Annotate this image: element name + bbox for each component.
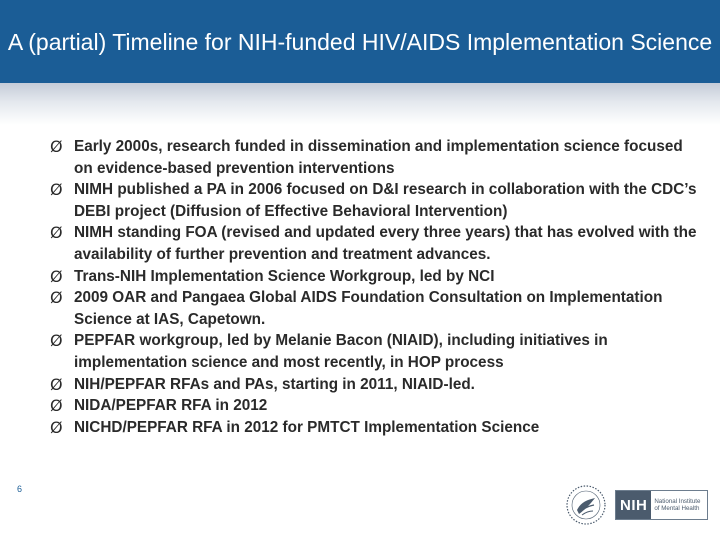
- page-number: 6: [17, 484, 23, 494]
- bullet-text: Early 2000s, research funded in dissemination and implementation science focused on evidence-based prevention interventions: [74, 138, 683, 177]
- bullet-text: NIDA/PEPFAR RFA in 2012: [74, 397, 268, 415]
- bullet-item: [0, 179, 720, 222]
- bullet-text: 2009 OAR and Pangaea Global AIDS Foundation Consultation on Implementation Science at IAS, Capetown.: [74, 289, 663, 328]
- arrow-bullet-icon: Ø: [50, 266, 63, 286]
- bullet-text: NICHD/PEPFAR RFA in 2012 for PMTCT Implementation Science: [74, 418, 540, 436]
- nimh-logo: [615, 490, 708, 520]
- nih-abbrev: NIH: [616, 491, 651, 519]
- title-bar: [0, 0, 720, 83]
- bullet-item: [0, 330, 720, 373]
- bullet-text: NIH/PEPFAR RFAs and PAs, starting in 2011, NIAID-led.: [74, 375, 475, 393]
- arrow-bullet-icon: Ø: [50, 180, 63, 200]
- bullet-text: PEPFAR workgroup, led by Melanie Bacon (NIAID), including initiatives in implementation science and most recently, in HOP process: [74, 332, 608, 371]
- footer-logos: [565, 483, 715, 527]
- arrow-bullet-icon: Ø: [50, 137, 63, 156]
- bullet-item: [0, 287, 720, 330]
- bullet-text: Trans-NIH Implementation Science Workgroup, led by NCI: [74, 267, 495, 285]
- bullet-text: NIMH standing FOA (revised and updated every three years) that has evolved with the availability of further prevention and treatment advances.: [74, 224, 697, 263]
- arrow-bullet-icon: Ø: [50, 223, 63, 243]
- bullet-item: [0, 136, 720, 179]
- bullet-item: [0, 374, 720, 396]
- arrow-bullet-icon: Ø: [50, 288, 63, 308]
- arrow-bullet-icon: Ø: [50, 396, 63, 416]
- arrow-bullet-icon: Ø: [50, 417, 63, 437]
- arrow-bullet-icon: Ø: [50, 331, 63, 351]
- slide-title: A (partial) Timeline for NIH-funded HIV/AIDS Implementation Science: [7, 28, 713, 55]
- bullet-item: [0, 417, 720, 439]
- bullet-text: NIMH published a PA in 2006 focused on D&I research in collaboration with the CDC’s DEBI project (Diffusion of Effective Behavioral Intervention): [74, 181, 697, 220]
- bullet-item: [0, 395, 720, 417]
- arrow-bullet-icon: Ø: [50, 374, 63, 394]
- header-gradient-band: [0, 83, 720, 125]
- institute-name: National Institute of Mental Health: [651, 491, 707, 519]
- hhs-seal-icon: [565, 484, 607, 526]
- bullet-item: [0, 266, 720, 288]
- slide-body: [0, 136, 720, 438]
- bullet-item: [0, 222, 720, 265]
- bullet-list: [0, 136, 720, 438]
